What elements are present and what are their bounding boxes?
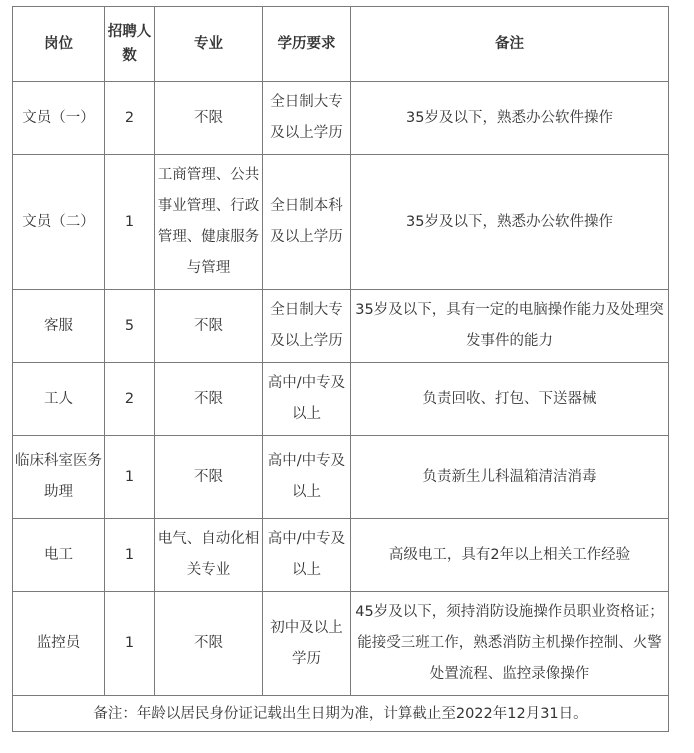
table-row	[13, 592, 669, 696]
header-major: 专业	[155, 7, 263, 82]
cell-remarks: 高级电工，具有2年以上相关工作经验	[351, 519, 669, 592]
cell-major: 不限	[155, 363, 263, 436]
header-education: 学历要求	[263, 7, 351, 82]
cell-count: 2	[105, 82, 155, 155]
cell-remarks: 35岁及以下，熟悉办公软件操作	[351, 82, 669, 155]
cell-position: 客服	[13, 290, 105, 363]
cell-education: 全日制大专及以上学历	[263, 290, 351, 363]
cell-count: 2	[105, 363, 155, 436]
table-row	[13, 155, 669, 290]
cell-position: 文员（一）	[13, 82, 105, 155]
cell-position: 工人	[13, 363, 105, 436]
cell-education: 高中/中专及以上	[263, 363, 351, 436]
table-header-row	[13, 7, 669, 82]
table-row	[13, 519, 669, 592]
table-footnote-row	[13, 696, 669, 732]
cell-education: 全日制大专及以上学历	[263, 82, 351, 155]
recruitment-table-wrapper	[12, 6, 669, 732]
header-position: 岗位	[13, 7, 105, 82]
cell-major: 电气、自动化相关专业	[155, 519, 263, 592]
cell-major: 不限	[155, 290, 263, 363]
cell-count: 1	[105, 155, 155, 290]
cell-education: 全日制本科及以上学历	[263, 155, 351, 290]
cell-remarks: 35岁及以下，熟悉办公软件操作	[351, 155, 669, 290]
cell-major: 不限	[155, 436, 263, 519]
cell-major: 工商管理、公共事业管理、行政管理、健康服务与管理	[155, 155, 263, 290]
cell-remarks: 35岁及以下，具有一定的电脑操作能力及处理突发事件的能力	[351, 290, 669, 363]
table-row	[13, 363, 669, 436]
recruitment-table	[12, 6, 669, 732]
cell-count: 1	[105, 519, 155, 592]
cell-education: 高中/中专及以上	[263, 519, 351, 592]
cell-remarks: 45岁及以下，须持消防设施操作员职业资格证；能接受三班工作，熟悉消防主机操作控制、火警处置流程、监控录像操作	[351, 592, 669, 696]
cell-count: 5	[105, 290, 155, 363]
table-row	[13, 82, 669, 155]
header-remarks: 备注	[351, 7, 669, 82]
cell-major: 不限	[155, 82, 263, 155]
cell-major: 不限	[155, 592, 263, 696]
cell-count: 1	[105, 436, 155, 519]
cell-position: 临床科室医务助理	[13, 436, 105, 519]
cell-position: 监控员	[13, 592, 105, 696]
header-count: 招聘人数	[105, 7, 155, 82]
table-row	[13, 436, 669, 519]
cell-education: 初中及以上学历	[263, 592, 351, 696]
cell-remarks: 负责新生儿科温箱清洁消毒	[351, 436, 669, 519]
cell-remarks: 负责回收、打包、下送器械	[351, 363, 669, 436]
cell-position: 文员（二）	[13, 155, 105, 290]
cell-education: 高中/中专及以上	[263, 436, 351, 519]
cell-position: 电工	[13, 519, 105, 592]
table-row	[13, 290, 669, 363]
cell-count: 1	[105, 592, 155, 696]
table-footnote: 备注：年龄以居民身份证记载出生日期为准，计算截止至2022年12月31日。	[13, 696, 669, 732]
